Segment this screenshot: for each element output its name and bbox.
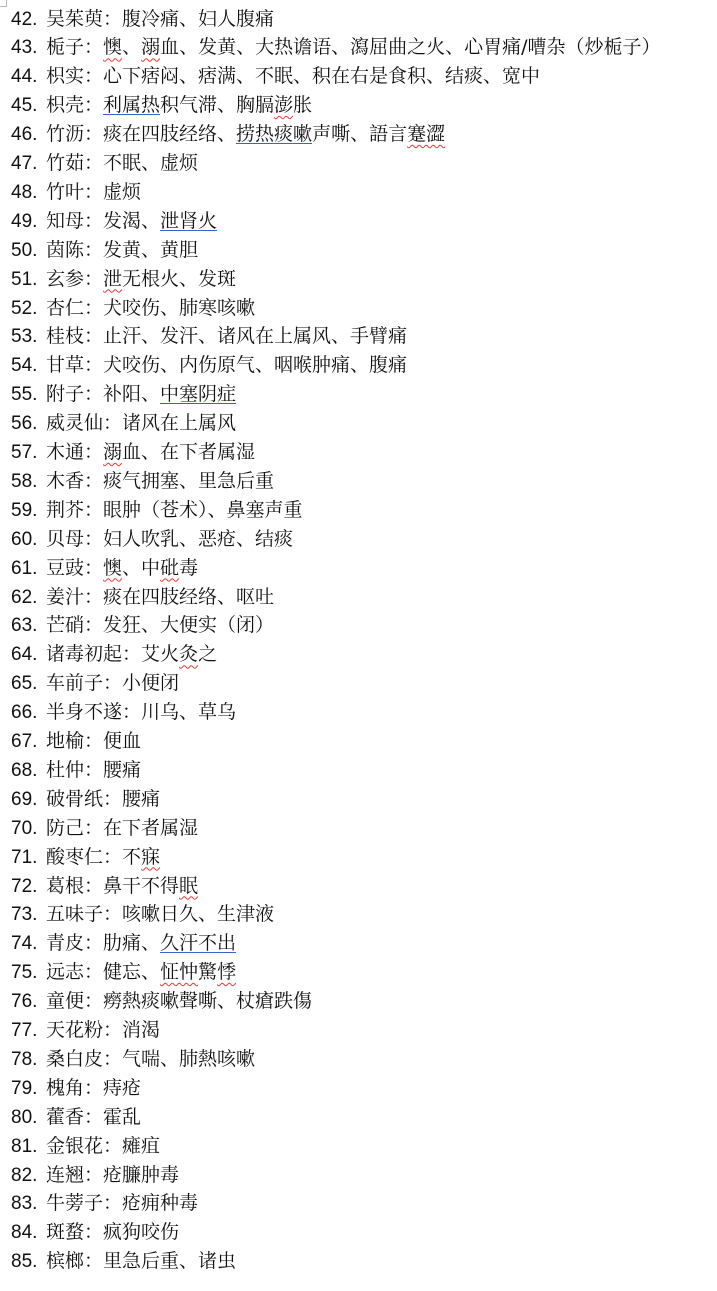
herb-name: 破骨纸: [46, 787, 104, 810]
entry-number: 84.: [11, 1222, 38, 1244]
entry-separator: ：: [103, 672, 123, 695]
herb-name: 远志: [46, 961, 85, 984]
entry-line: [11, 351, 407, 380]
indication-text: 痔疮: [103, 1076, 142, 1099]
entry-number: 85.: [11, 1251, 38, 1273]
herb-name: 地榆: [46, 730, 85, 752]
entry-separator: ：: [84, 267, 104, 290]
entry-separator: ：: [84, 1250, 104, 1273]
entry-line: [11, 843, 160, 872]
entry-separator: ：: [84, 296, 104, 319]
indication-text: 艾火: [141, 643, 180, 666]
indication-text: 疮痈种毒: [122, 1192, 199, 1215]
entry-separator: ：: [84, 383, 104, 406]
indication-text: 小便闭: [122, 672, 180, 695]
entry-number: 43.: [11, 37, 38, 59]
entry-line: [11, 929, 236, 958]
entry-line: [11, 380, 236, 409]
entry-separator: ：: [84, 354, 104, 377]
entry-separator: ：: [84, 527, 104, 550]
indication-text: 不: [122, 845, 142, 868]
entry-number: 58.: [11, 470, 38, 492]
entry-line: [11, 438, 255, 467]
entry-line: [11, 467, 274, 496]
entry-line: [11, 611, 274, 640]
entry-line: [11, 554, 198, 583]
entry-number: 70.: [11, 817, 38, 839]
indication-text: 眼肿（苍术）、鼻塞声重: [103, 498, 303, 521]
herb-name: 木香: [46, 469, 85, 492]
herb-name: 诸毒初起: [46, 643, 123, 666]
entry-line: [11, 120, 445, 149]
entry-separator: ：: [84, 874, 104, 897]
indication-text: 气喘、肺熱咳嗽: [122, 1047, 256, 1070]
herb-name: 斑蝥: [46, 1221, 85, 1244]
indication-text: 发渴、: [103, 209, 161, 232]
entry-separator: ：: [103, 412, 123, 435]
indication-text: 、中: [122, 556, 161, 579]
entry-line: [11, 583, 274, 612]
entry-separator: ：: [122, 701, 142, 724]
herb-name: 玄参: [46, 267, 85, 290]
entry-number: 56.: [11, 413, 38, 435]
entry-separator: ：: [84, 1163, 104, 1186]
indication-text: 心下痞闷、痞满、不眠、积在右是食积、结痰、宽中: [103, 65, 541, 88]
herb-name: 甘草: [46, 354, 85, 377]
entry-line: [11, 669, 179, 698]
indication-text: 疯狗咬伤: [103, 1221, 180, 1244]
indication-text: 癆熱痰嗽聲嘶、杖瘡跌傷: [103, 990, 313, 1013]
entry-line: [11, 698, 236, 727]
entry-line: [11, 1189, 198, 1218]
herb-name: 茵陈: [46, 238, 85, 261]
indication-text: 、: [122, 36, 142, 59]
indication-text: 胀: [293, 94, 313, 117]
entry-separator: ：: [84, 441, 104, 463]
herb-name: 枳壳: [46, 94, 85, 117]
entry-number: 72.: [11, 875, 38, 897]
entry-number: 53.: [11, 326, 38, 348]
entry-number: 50.: [11, 239, 38, 261]
indication-text: 瘫疽: [122, 1134, 161, 1157]
herb-name: 竹沥: [46, 123, 85, 146]
entry-line: [11, 958, 236, 987]
entry-line: [11, 496, 303, 525]
entry-separator: ：: [103, 903, 123, 926]
herb-name: 威灵仙: [46, 412, 104, 435]
entry-line: [11, 409, 236, 438]
indication-text: 驚: [198, 961, 218, 984]
entry-line: [11, 294, 255, 323]
indication-text: 毒: [179, 556, 199, 579]
entry-separator: ：: [103, 1192, 123, 1215]
indication-text: 疮臁肿毒: [103, 1163, 180, 1186]
indication-text: 积气滞、胸膈: [160, 94, 275, 117]
herb-name: 五味子: [46, 903, 104, 926]
entry-separator: ：: [84, 1076, 104, 1099]
spellcheck-flagged-text: 泄: [103, 267, 123, 290]
herb-name: 杜仲: [46, 758, 85, 781]
entry-line: [11, 5, 274, 34]
indication-text: 血、在下者属湿: [122, 441, 256, 463]
entry-number: 48.: [11, 181, 38, 203]
spellcheck-flagged-text: 灸: [179, 643, 199, 666]
entry-separator: ：: [84, 932, 104, 955]
entry-line: [11, 322, 407, 351]
entry-separator: ：: [103, 7, 123, 30]
herb-name: 枳实: [46, 65, 85, 88]
entry-number: 45.: [11, 95, 38, 117]
herb-name: 附子: [46, 383, 85, 406]
entry-number: 66.: [11, 702, 38, 724]
grammar-underlined-text: 利属热: [103, 94, 161, 117]
entry-separator: ：: [84, 180, 104, 203]
entry-number: 44.: [11, 66, 38, 88]
entry-number: 74.: [11, 933, 38, 955]
indication-text: 止汗、发汗、诸风在上属风、手臂痛: [103, 325, 408, 348]
indication-text: 川乌、草乌: [141, 701, 237, 724]
spellcheck-flagged-text: 怔忡: [160, 961, 199, 984]
indication-text: 消渴: [122, 1019, 161, 1041]
indication-text: 血、发黄、大热谵语、瀉屈曲之火、心胃痛/嘈杂（炒栀子）: [160, 36, 661, 59]
indication-text: 不眠、虚烦: [103, 152, 199, 174]
entry-separator: ：: [84, 65, 104, 88]
spellcheck-flagged-text: 蹇澀: [407, 123, 446, 146]
entry-line: [11, 900, 274, 929]
entry-line: [11, 149, 198, 178]
entry-separator: ：: [103, 787, 123, 810]
entry-line: [11, 207, 217, 236]
entry-separator: ：: [84, 209, 104, 232]
entry-separator: ：: [103, 845, 123, 868]
herb-name: 青皮: [46, 932, 85, 955]
entry-number: 46.: [11, 124, 38, 146]
entry-line: [11, 33, 660, 62]
entry-number: 69.: [11, 788, 38, 810]
entry-number: 42.: [11, 8, 38, 30]
herb-name: 栀子: [46, 36, 85, 59]
entry-separator: ：: [84, 1105, 104, 1128]
entry-separator: ：: [84, 758, 104, 781]
indication-text: 便血: [103, 730, 142, 752]
herb-name: 桑白皮: [46, 1047, 104, 1070]
entry-number: 65.: [11, 673, 38, 695]
herb-name: 杏仁: [46, 296, 85, 319]
grammar-underlined-text: 久汗不出: [160, 932, 237, 955]
indication-text: 里急后重、诸虫: [103, 1250, 237, 1273]
herb-name: 葛根: [46, 874, 85, 897]
grammar-underlined-text: 捞热痰嗽: [236, 123, 313, 146]
entry-number: 64.: [11, 644, 38, 666]
herb-name: 车前子: [46, 672, 104, 695]
entry-number: 55.: [11, 384, 38, 406]
entry-separator: ：: [84, 152, 104, 174]
herb-name: 天花粉: [46, 1019, 104, 1041]
spellcheck-flagged-text: 澎: [274, 94, 294, 117]
entry-line: [11, 872, 198, 901]
indication-text: 鼻干不得: [103, 874, 180, 897]
entry-separator: ：: [84, 36, 104, 59]
entry-separator: ：: [103, 1134, 123, 1157]
entry-number: 77.: [11, 1020, 38, 1041]
entry-line: [11, 785, 160, 814]
page-corner-mark: [0, 0, 7, 7]
indication-text: 补阳、: [103, 383, 161, 406]
entry-number: 62.: [11, 586, 38, 608]
herb-name: 防己: [46, 816, 85, 839]
entry-line: [11, 1074, 141, 1103]
entry-line: [11, 62, 540, 91]
entry-separator: ：: [84, 585, 104, 608]
herb-name: 槐角: [46, 1076, 85, 1099]
entry-number: 73.: [11, 904, 38, 926]
indication-text: 犬咬伤、肺寒咳嗽: [103, 296, 256, 319]
grammar-underlined-text: 泄肾火: [160, 209, 218, 232]
herb-name: 贝母: [46, 527, 85, 550]
herb-name: 竹叶: [46, 180, 85, 203]
entry-separator: ：: [84, 556, 104, 579]
entry-number: 57.: [11, 442, 38, 463]
herb-name: 童便: [46, 990, 85, 1013]
entry-number: 60.: [11, 528, 38, 550]
entry-number: 76.: [11, 991, 38, 1013]
indication-text: 犬咬伤、内伤原气、咽喉肿痛、腹痛: [103, 354, 408, 377]
entry-line: [11, 1132, 160, 1161]
herb-name: 桂枝: [46, 325, 85, 348]
entry-number: 80.: [11, 1106, 38, 1128]
grammar-underlined-text: 中塞阴症: [160, 383, 237, 406]
entry-separator: ：: [84, 614, 104, 637]
indication-text: 之: [198, 643, 218, 666]
entry-separator: ：: [103, 1019, 123, 1041]
entry-separator: ：: [84, 325, 104, 348]
entry-line: [11, 640, 217, 669]
entry-line: [11, 814, 198, 843]
entry-line: [11, 1103, 141, 1132]
entry-number: 52.: [11, 297, 38, 319]
entry-number: 51.: [11, 268, 38, 290]
entry-separator: ：: [103, 1047, 123, 1070]
entry-number: 59.: [11, 499, 38, 521]
spellcheck-flagged-text: 溺: [141, 36, 161, 59]
entry-number: 61.: [11, 557, 38, 579]
entry-number: 68.: [11, 759, 38, 781]
indication-text: 发狂、大便实（闭）: [103, 614, 275, 637]
entry-separator: ：: [84, 123, 104, 146]
entry-number: 81.: [11, 1135, 38, 1157]
herb-name: 木通: [46, 441, 85, 463]
indication-text: 健忘、: [103, 961, 161, 984]
entry-separator: ：: [84, 816, 104, 839]
spellcheck-flagged-text: 眠: [179, 874, 199, 897]
herb-name: 金银花: [46, 1134, 104, 1157]
herb-name: 槟榔: [46, 1250, 85, 1273]
entry-separator: ：: [84, 1221, 104, 1244]
entry-line: [11, 265, 236, 294]
herb-name: 牛蒡子: [46, 1192, 104, 1215]
entry-line: [11, 727, 141, 756]
entry-number: 67.: [11, 731, 38, 752]
herb-name: 芒硝: [46, 614, 85, 637]
herb-name: 酸枣仁: [46, 845, 104, 868]
entry-number: 71.: [11, 846, 38, 868]
entry-line: [11, 178, 141, 207]
herb-name: 连翘: [46, 1163, 85, 1186]
spellcheck-flagged-text: 懊: [103, 556, 123, 579]
indication-text: 腰痛: [103, 758, 142, 781]
indication-text: 痰在四肢经络、: [103, 123, 237, 146]
entry-number: 54.: [11, 355, 38, 377]
entry-line: [11, 1247, 236, 1276]
indication-text: 肋痛、: [103, 932, 161, 955]
entry-separator: ：: [122, 643, 142, 666]
entry-line: [11, 987, 312, 1016]
indication-text: 腹冷痛、妇人腹痛: [122, 7, 275, 30]
entry-separator: ：: [84, 469, 104, 492]
herb-name: 豆豉: [46, 556, 85, 579]
herb-name: 半身不遂: [46, 701, 123, 724]
herb-name: 竹茹: [46, 152, 85, 174]
entry-line: [11, 525, 293, 554]
entry-separator: ：: [84, 730, 104, 752]
entry-separator: ：: [84, 961, 104, 984]
entry-line: [11, 1045, 255, 1074]
entry-number: 75.: [11, 962, 38, 984]
indication-text: 声嘶、語言: [312, 123, 408, 146]
entry-line: [11, 91, 312, 120]
entry-number: 83.: [11, 1193, 38, 1215]
indication-text: 妇人吹乳、恶疮、结痰: [103, 527, 294, 550]
herb-name: 姜汁: [46, 585, 85, 608]
spellcheck-flagged-text: 砒: [160, 556, 180, 579]
indication-text: 在下者属湿: [103, 816, 199, 839]
entry-number: 47.: [11, 153, 38, 174]
entry-number: 79.: [11, 1077, 38, 1099]
indication-text: 发黄、黄胆: [103, 238, 199, 261]
entry-separator: ：: [84, 94, 104, 117]
herb-name: 吴茱萸: [46, 7, 104, 30]
indication-text: 咳嗽日久、生津液: [122, 903, 275, 926]
entry-number: 63.: [11, 615, 38, 637]
indication-text: 无根火、发斑: [122, 267, 237, 290]
entry-line: [11, 756, 141, 785]
entry-line: [11, 236, 198, 265]
indication-text: 腰痛: [122, 787, 161, 810]
indication-text: 痰气拥塞、里急后重: [103, 469, 275, 492]
spellcheck-flagged-text: 悸: [217, 961, 237, 984]
entry-number: 78.: [11, 1048, 38, 1070]
herb-name: 荆芥: [46, 498, 85, 521]
entry-number: 49.: [11, 210, 38, 232]
entry-number: 82.: [11, 1164, 38, 1186]
indication-text: 诸风在上属风: [122, 412, 237, 435]
indication-text: 虚烦: [103, 180, 142, 203]
entry-line: [11, 1218, 179, 1247]
entry-line: [11, 1161, 179, 1190]
spellcheck-flagged-text: 寐: [141, 845, 161, 868]
spellcheck-flagged-text: 懊: [103, 36, 123, 59]
herb-name: 藿香: [46, 1105, 85, 1128]
indication-text: 痰在四肢经络、呕吐: [103, 585, 275, 608]
spellcheck-flagged-text: 溺: [103, 441, 123, 463]
entry-separator: ：: [84, 990, 104, 1013]
entry-line: [11, 1016, 160, 1045]
indication-text: 霍乱: [103, 1105, 142, 1128]
entry-separator: ：: [84, 498, 104, 521]
entry-separator: ：: [84, 238, 104, 261]
herb-name: 知母: [46, 209, 85, 232]
